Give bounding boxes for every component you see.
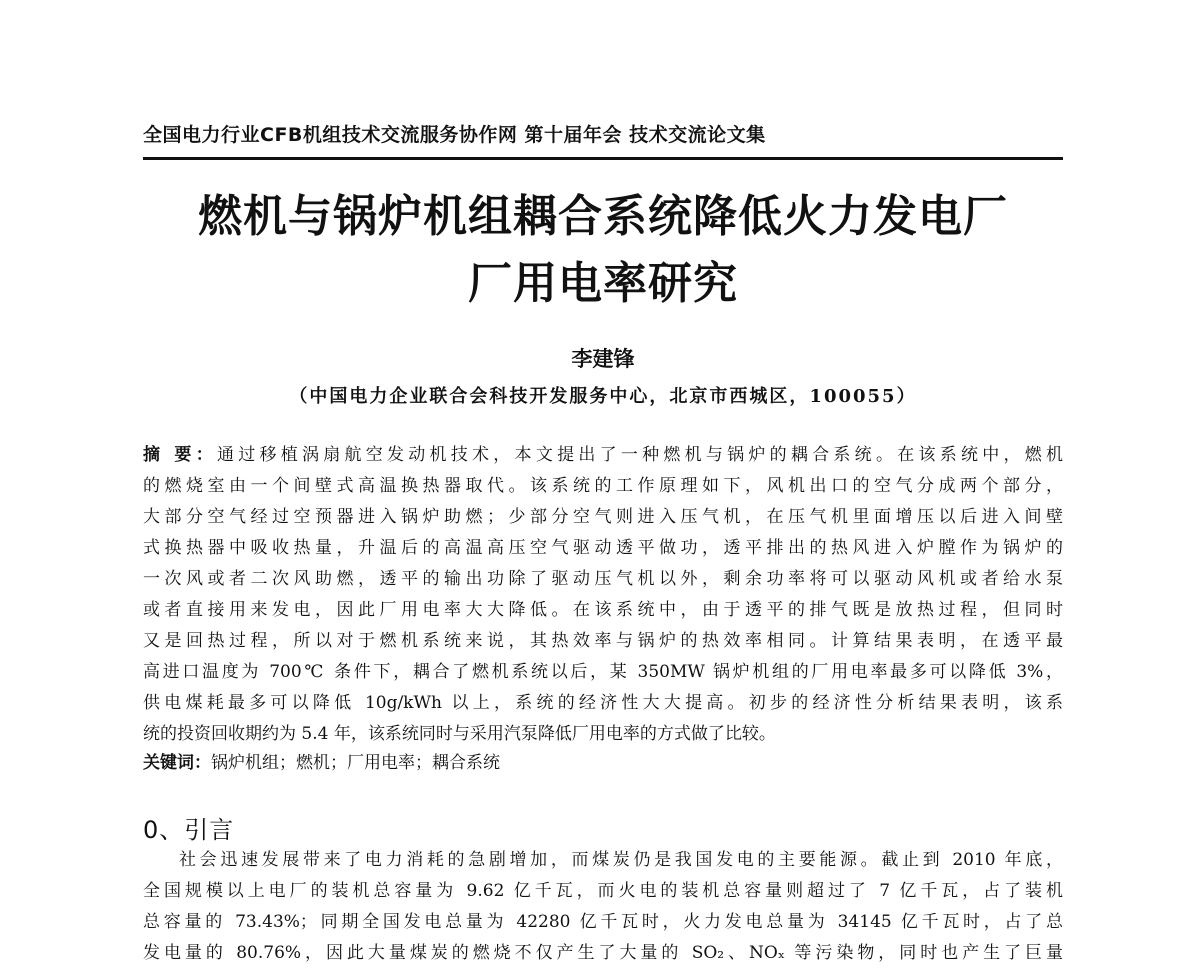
body-line: 社会迅速发展带来了电力消耗的急剧增加，而煤炭仍是我国发电的主要能源。截止到 2010 年底， — [179, 850, 1063, 870]
body-line: 发电量的 80.76%，因此大量煤炭的燃烧不仅产生了大量的 SO₂、NOₓ 等污染物，同时也产生了巨量 — [143, 943, 1063, 963]
abstract — [143, 440, 1063, 750]
abstract-label: 摘 要： — [143, 445, 217, 465]
abstract-text: 通过移植涡扇航空发动机技术，本文提出了一种燃机与锅炉的耦合系统。在该系统中，燃机 — [216, 445, 1063, 465]
paper-title-line-1: 燃机与锅炉机组耦合系统降低火力发电厂 — [198, 191, 1008, 242]
abstract-line — [143, 440, 1063, 471]
abstract-line: 式换热器中吸收热量，升温后的高温高压空气驱动透平做功，透平排出的热风进入炉膛作为锅炉的 — [143, 538, 1063, 558]
abstract-line: 供电煤耗最多可以降低 10g/kWh 以上，系统的经济性大大提高。初步的经济性分析结果表明，该系 — [143, 693, 1063, 713]
running-header: 全国电力行业CFB机组技术交流服务协作网 第十届年会 技术交流论文集 — [143, 124, 766, 146]
abstract-line: 或者直接用来发电，因此厂用电率大大降低。在该系统中，由于透平的排气既是放热过程，但同时 — [143, 600, 1063, 620]
keywords — [143, 748, 1063, 779]
abstract-line: 高进口温度为 700℃ 条件下，耦合了燃机系统以后，某 350MW 锅炉机组的厂用电率最多可以降低 3%， — [143, 662, 1063, 682]
abstract-line: 又是回热过程，所以对于燃机系统来说，其热效率与锅炉的热效率相同。计算结果表明，在透平最 — [143, 631, 1063, 651]
body-text — [143, 845, 1063, 969]
body-line: 全国规模以上电厂的装机总容量为 9.62 亿千瓦，而火电的装机总容量则超过了 7 亿千瓦，占了装机 — [143, 881, 1063, 901]
abstract-line: 一次风或者二次风助燃，透平的输出功除了驱动压气机以外，剩余功率将可以驱动风机或者给水泵 — [143, 569, 1063, 589]
section-heading: 0、引言 — [143, 816, 235, 844]
abstract-line: 的燃烧室由一个间壁式高温换热器取代。该系统的工作原理如下，风机出口的空气分成两个部分， — [143, 476, 1063, 496]
author-name: 李建锋 — [571, 346, 635, 371]
keywords-label: 关键词： — [143, 753, 211, 773]
body-line: 总容量的 73.43%；同期全国发电总量为 42280 亿千瓦时，火力发电总量为 34145 亿千瓦时，占了总 — [143, 912, 1063, 932]
keywords-value: 锅炉机组；燃机；厂用电率；耦合系统 — [211, 753, 500, 773]
abstract-line: 统的投资回收期约为 5.4 年，该系统同时与采用汽泵降低厂用电率的方式做了比较。 — [143, 724, 776, 744]
paper-title-line-2: 厂用电率研究 — [468, 258, 738, 309]
author-affiliation: （中国电力企业联合会科技开发服务中心，北京市西城区，100055） — [289, 386, 917, 407]
abstract-line: 大部分空气经过空预器进入锅炉助燃；少部分空气则进入压气机，在压气机里面增压以后进入间壁 — [143, 507, 1063, 527]
header-rule — [143, 157, 1063, 160]
